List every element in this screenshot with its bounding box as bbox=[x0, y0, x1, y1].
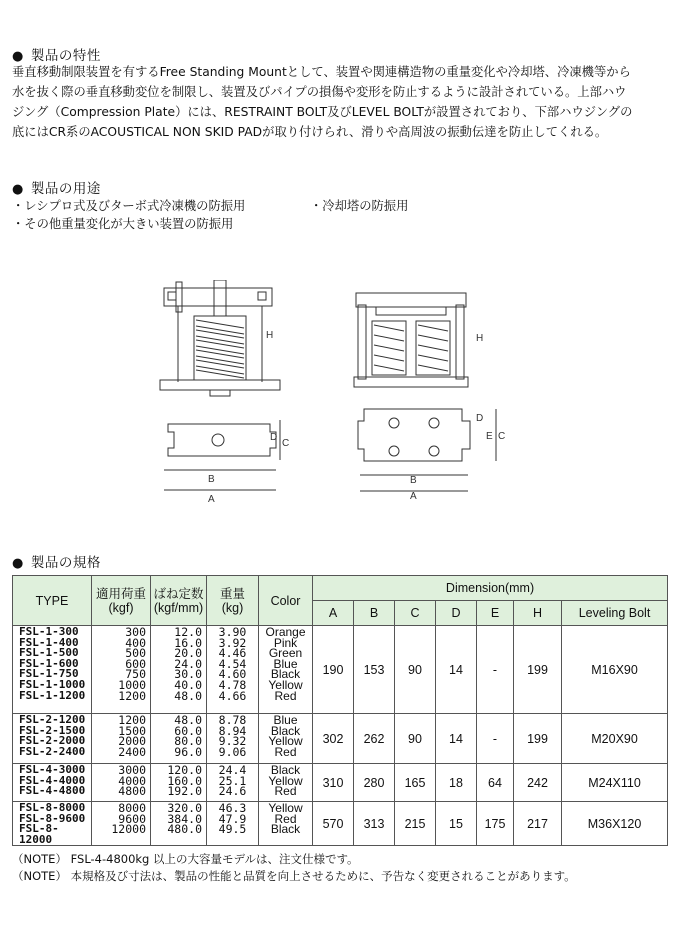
spec-group-row bbox=[13, 626, 668, 714]
cell-loads bbox=[92, 626, 151, 714]
colors-value: Black bbox=[270, 763, 301, 777]
bullet-icon: ● bbox=[12, 556, 24, 571]
features-line: 底にはCR系のACOUSTICAL NON SKID PADが取り付けられ、滑りや高周波の振動伝達を防止してくれる。 bbox=[12, 125, 608, 139]
types-value: FSL-1-600 bbox=[19, 656, 79, 670]
colors-value: Red bbox=[274, 784, 297, 799]
spec-group-row bbox=[13, 714, 668, 764]
weights-value: 47.9 bbox=[218, 811, 247, 826]
cell-dim-c: 90 bbox=[395, 626, 436, 714]
spec-group-row bbox=[13, 802, 668, 846]
types-value: FSL-2-1500 bbox=[19, 723, 86, 737]
springs-value: 12.0 bbox=[174, 625, 202, 639]
dim-label-d: D bbox=[476, 413, 484, 424]
types-value: FSL-1-1200 bbox=[19, 688, 86, 702]
weights-value: 3.90 bbox=[218, 625, 247, 639]
mount-diagram-small bbox=[150, 280, 290, 510]
cell-dim-c: 215 bbox=[395, 802, 436, 846]
springs-value: 30.0 bbox=[174, 667, 202, 682]
cell-dim-a: 302 bbox=[313, 714, 354, 764]
cell-dim-b: 313 bbox=[354, 802, 395, 846]
dim-label-b: B bbox=[410, 475, 417, 486]
springs-value: 48.0 bbox=[174, 688, 202, 703]
weights-value: 4.60 bbox=[218, 667, 247, 682]
cell-springs bbox=[151, 626, 207, 714]
cell-types bbox=[13, 714, 92, 764]
types-value: FSL-1-400 bbox=[19, 635, 79, 649]
types-value: FSL-8-8000 bbox=[19, 801, 86, 814]
cell-springs bbox=[151, 764, 207, 802]
weights-value: 9.32 bbox=[218, 734, 247, 749]
cell-springs bbox=[151, 802, 207, 846]
cell-weights bbox=[207, 802, 259, 846]
header-type: TYPE bbox=[13, 576, 92, 626]
dim-label-b: B bbox=[208, 474, 215, 485]
springs-value: 384.0 bbox=[167, 811, 202, 826]
loads-value: 3000 bbox=[118, 763, 146, 777]
cell-colors bbox=[259, 764, 313, 802]
cell-dim-b: 262 bbox=[354, 714, 395, 764]
cell-types bbox=[13, 764, 92, 802]
weights-value: 8.78 bbox=[218, 713, 247, 727]
weights-value: 46.3 bbox=[218, 801, 247, 815]
loads-value: 2400 bbox=[118, 744, 146, 759]
colors-value: Black bbox=[270, 723, 301, 738]
weights-value: 24.4 bbox=[218, 763, 247, 777]
cell-loads bbox=[92, 764, 151, 802]
colors-value: Black bbox=[270, 667, 301, 682]
spec-table bbox=[12, 575, 668, 846]
weights-value: 4.54 bbox=[218, 656, 247, 671]
features-line: 垂直移動制限装置を有するFree Standing Mountとして、装置や関連構造物の重量変化や冷却塔、冷凍機等から bbox=[12, 65, 631, 79]
colors-value: Yellow bbox=[268, 773, 303, 788]
cell-colors bbox=[259, 626, 313, 714]
types-value: FSL-1-1000 bbox=[19, 677, 86, 691]
cell-dim-b: 280 bbox=[354, 764, 395, 802]
types-value: FSL-4-4000 bbox=[19, 773, 86, 787]
cell-dim-h: 199 bbox=[514, 626, 562, 714]
loads-value: 1500 bbox=[118, 723, 146, 738]
cell-dim-c: 165 bbox=[395, 764, 436, 802]
use-item: ・レシプロ式及びターボ式冷凍機の防振用 bbox=[12, 199, 246, 213]
loads-value: 4800 bbox=[118, 784, 146, 799]
cell-weights bbox=[207, 714, 259, 764]
features-line: 水を抜く際の垂直移動変位を制限し、装置及びパイプの損傷や変形を防止するように設計されている。上部ハウ bbox=[12, 85, 627, 99]
dim-label-c: C bbox=[282, 438, 290, 449]
colors-value: Blue bbox=[273, 713, 298, 727]
header-dim-e: E bbox=[477, 601, 514, 626]
cell-dim-h: 217 bbox=[514, 802, 562, 846]
dim-label-h: H bbox=[266, 330, 274, 341]
types-value: FSL-2-1200 bbox=[19, 713, 86, 726]
colors-value: Orange bbox=[265, 625, 306, 639]
cell-dim-d: 14 bbox=[436, 626, 477, 714]
header-dim-c: C bbox=[395, 601, 436, 626]
cell-dim-h: 242 bbox=[514, 764, 562, 802]
weights-value: 9.06 bbox=[218, 744, 247, 759]
spec-group-row bbox=[13, 764, 668, 802]
header-weight: 重量 (kg) bbox=[207, 576, 259, 626]
mount-diagram-large bbox=[350, 285, 510, 505]
header-leveling-bolt: Leveling Bolt bbox=[562, 601, 668, 626]
cell-dim-d: 14 bbox=[436, 714, 477, 764]
cell-dim-bolt: M24X110 bbox=[562, 764, 668, 802]
colors-value: Green bbox=[268, 646, 303, 661]
weights-value: 25.1 bbox=[218, 773, 247, 788]
cell-types bbox=[13, 802, 92, 846]
features-description bbox=[12, 62, 672, 142]
cell-dim-bolt: M16X90 bbox=[562, 626, 668, 714]
cell-dim-bolt: M20X90 bbox=[562, 714, 668, 764]
notes bbox=[12, 851, 576, 885]
cell-types bbox=[13, 626, 92, 714]
note-line: （NOTE） 本規格及び寸法は、製品の性能と品質を向上させるために、予告なく変更されることがあります。 bbox=[12, 869, 576, 883]
springs-value: 24.0 bbox=[174, 656, 202, 671]
features-heading: ● 製品の特性 bbox=[12, 48, 101, 64]
springs-value: 20.0 bbox=[174, 646, 202, 661]
cell-colors bbox=[259, 714, 313, 764]
springs-value: 48.0 bbox=[174, 713, 202, 727]
cell-dim-d: 18 bbox=[436, 764, 477, 802]
dim-label-d: D bbox=[270, 432, 278, 443]
note-line: （NOTE） FSL-4-4800kg 以上の大容量モデルは、注文仕様です。 bbox=[12, 852, 359, 866]
header-load: 適用荷重 (kgf) bbox=[92, 576, 151, 626]
loads-value: 1000 bbox=[118, 677, 146, 692]
types-value: FSL-1-750 bbox=[19, 667, 79, 681]
types-value: FSL-8-9600 bbox=[19, 811, 86, 825]
types-value: FSL-2-2400 bbox=[19, 744, 86, 758]
loads-value: 2000 bbox=[118, 734, 146, 749]
cell-loads bbox=[92, 802, 151, 846]
header-color: Color bbox=[259, 576, 313, 626]
dim-label-e: E bbox=[486, 431, 493, 442]
springs-value: 96.0 bbox=[174, 744, 202, 759]
cell-dim-e: - bbox=[477, 714, 514, 764]
bullet-icon: ● bbox=[12, 182, 24, 197]
loads-value: 12000 bbox=[111, 822, 146, 837]
cell-loads bbox=[92, 714, 151, 764]
colors-value: Pink bbox=[273, 635, 298, 650]
springs-value: 192.0 bbox=[167, 784, 202, 799]
cell-dim-a: 570 bbox=[313, 802, 354, 846]
springs-value: 80.0 bbox=[174, 734, 202, 749]
dim-label-h: H bbox=[476, 333, 484, 344]
types-value: FSL-4-3000 bbox=[19, 763, 86, 776]
cell-colors bbox=[259, 802, 313, 846]
loads-value: 1200 bbox=[118, 688, 146, 703]
cell-weights bbox=[207, 626, 259, 714]
cell-dim-h: 199 bbox=[514, 714, 562, 764]
dim-label-a: A bbox=[208, 494, 215, 505]
cell-dim-a: 190 bbox=[313, 626, 354, 714]
dim-label-c: C bbox=[498, 431, 506, 442]
colors-value: Yellow bbox=[268, 677, 303, 692]
use-item: ・その他重量変化が大きい装置の防振用 bbox=[12, 217, 234, 231]
header-dimension: Dimension(mm) bbox=[313, 576, 668, 601]
types-value: FSL-4-4800 bbox=[19, 784, 86, 798]
use-item: ・冷却塔の防振用 bbox=[310, 199, 409, 213]
header-dim-d: D bbox=[436, 601, 477, 626]
loads-value: 8000 bbox=[118, 801, 146, 815]
springs-value: 480.0 bbox=[167, 822, 202, 837]
cell-dim-b: 153 bbox=[354, 626, 395, 714]
header-dim-h: H bbox=[514, 601, 562, 626]
springs-value: 160.0 bbox=[167, 773, 202, 788]
loads-value: 600 bbox=[125, 656, 146, 671]
bullet-icon: ● bbox=[12, 49, 24, 64]
header-dim-b: B bbox=[354, 601, 395, 626]
colors-value: Yellow bbox=[268, 734, 303, 749]
weights-value: 4.66 bbox=[218, 688, 247, 703]
types-value: FSL-1-300 bbox=[19, 625, 79, 638]
weights-value: 4.78 bbox=[218, 677, 247, 692]
weights-value: 4.46 bbox=[218, 646, 247, 661]
weights-value: 49.5 bbox=[218, 822, 247, 837]
springs-value: 60.0 bbox=[174, 723, 202, 738]
weights-value: 8.94 bbox=[218, 723, 247, 738]
features-line: ジング（Compression Plate）には、RESTRAINT BOLT及びLEVEL BOLTが設置されており、下部ハウジングの bbox=[12, 105, 633, 119]
weights-value: 3.92 bbox=[218, 635, 247, 650]
uses-heading: ● 製品の用途 bbox=[12, 181, 101, 197]
springs-value: 16.0 bbox=[174, 635, 202, 650]
cell-springs bbox=[151, 714, 207, 764]
cell-dim-e: 64 bbox=[477, 764, 514, 802]
loads-value: 400 bbox=[125, 635, 146, 650]
colors-value: Blue bbox=[273, 656, 298, 671]
cell-dim-d: 15 bbox=[436, 802, 477, 846]
loads-value: 750 bbox=[125, 667, 146, 682]
colors-value: Red bbox=[274, 811, 297, 826]
loads-value: 300 bbox=[125, 625, 146, 639]
loads-value: 4000 bbox=[118, 773, 146, 788]
colors-value: Red bbox=[274, 688, 297, 703]
weights-value: 24.6 bbox=[218, 784, 247, 799]
cell-dim-a: 310 bbox=[313, 764, 354, 802]
header-dim-a: A bbox=[313, 601, 354, 626]
colors-value: Red bbox=[274, 744, 297, 759]
springs-value: 320.0 bbox=[167, 801, 202, 815]
cell-weights bbox=[207, 764, 259, 802]
loads-value: 500 bbox=[125, 646, 146, 661]
colors-value: Yellow bbox=[268, 801, 303, 815]
cell-dim-bolt: M36X120 bbox=[562, 802, 668, 846]
colors-value: Black bbox=[270, 822, 301, 837]
types-value: FSL-1-500 bbox=[19, 646, 79, 660]
springs-value: 40.0 bbox=[174, 677, 202, 692]
cell-dim-e: - bbox=[477, 626, 514, 714]
loads-value: 9600 bbox=[118, 811, 146, 826]
types-value: FSL-2-2000 bbox=[19, 734, 86, 748]
dim-label-a: A bbox=[410, 491, 417, 502]
cell-dim-e: 175 bbox=[477, 802, 514, 846]
types-value: FSL-8-12000 bbox=[19, 822, 59, 846]
loads-value: 1200 bbox=[118, 713, 146, 727]
springs-value: 120.0 bbox=[167, 763, 202, 777]
specs-heading: ● 製品の規格 bbox=[12, 555, 101, 571]
header-spring: ばね定数 (kgf/mm) bbox=[151, 576, 207, 626]
cell-dim-c: 90 bbox=[395, 714, 436, 764]
